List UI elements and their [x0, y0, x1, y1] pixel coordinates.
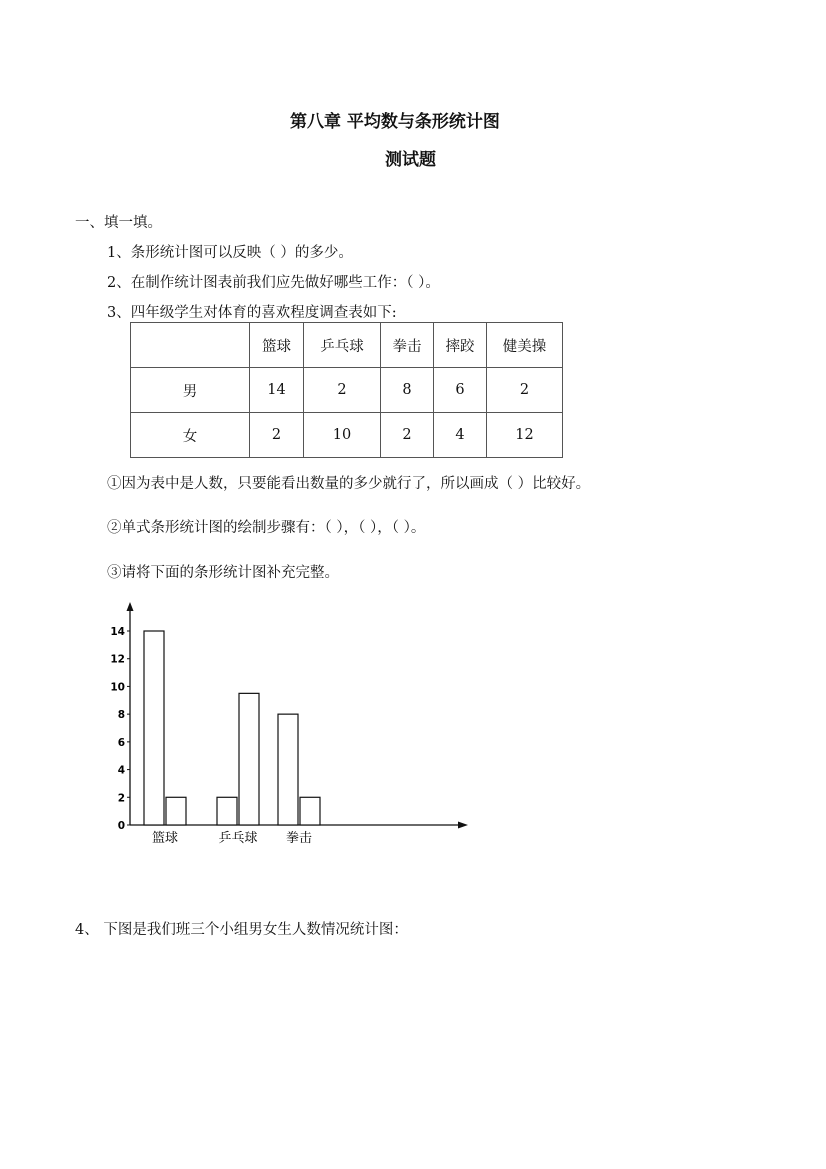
table-cell: 10 — [304, 413, 381, 458]
y-tick-label: 4 — [117, 764, 125, 777]
table-cell: 2 — [250, 413, 304, 458]
table-cell: 4 — [434, 413, 487, 458]
x-category-label: 乒乓球 — [218, 831, 258, 846]
sub-question-1: ①因为表中是人数，只要能看出数量的多少就行了，所以画成（ ）比较好。 — [107, 476, 591, 492]
table-cell: 2 — [487, 368, 563, 413]
table-cell: 14 — [250, 368, 304, 413]
bar-boys — [278, 714, 298, 825]
table-row-label: 女 — [131, 413, 250, 458]
y-tick-label: 12 — [110, 653, 125, 666]
sub-question-3: ③请将下面的条形统计图补充完整。 — [107, 565, 339, 581]
table-cell: 8 — [381, 368, 434, 413]
y-axis-arrow — [127, 602, 134, 611]
table-header-cell — [131, 323, 250, 368]
bar-girls — [239, 693, 259, 825]
x-axis-arrow — [458, 822, 468, 829]
survey-table — [130, 322, 563, 458]
table-header-cell: 拳击 — [381, 323, 434, 368]
y-tick-label: 8 — [117, 709, 125, 722]
question-3: 3、四年级学生对体育的喜欢程度调查表如下: — [107, 305, 397, 321]
table-header-cell: 摔跤 — [434, 323, 487, 368]
table-row-label: 男 — [131, 368, 250, 413]
table-header-cell: 健美操 — [487, 323, 563, 368]
bar-girls — [300, 797, 320, 825]
y-tick-label: 2 — [117, 792, 125, 805]
bar-boys — [144, 631, 164, 825]
table-cell: 6 — [434, 368, 487, 413]
table-header-cell: 篮球 — [250, 323, 304, 368]
question-4: 4、 下图是我们班三个小组男女生人数情况统计图： — [75, 922, 408, 938]
table-row — [131, 368, 563, 413]
bar-boys — [217, 797, 237, 825]
y-tick-label: 14 — [110, 626, 125, 638]
table-header-row — [131, 323, 563, 368]
page-title: 第八章 平均数与条形统计图 — [290, 112, 500, 132]
table-cell: 2 — [381, 413, 434, 458]
sub-question-2: ②单式条形统计图的绘制步骤有：（ ），（ ），（ ）。 — [107, 520, 426, 536]
bar-girls — [166, 797, 186, 825]
question-2: 2、在制作统计图表前我们应先做好哪些工作：（ ）。 — [107, 275, 440, 291]
table-header-cell: 乒乓球 — [304, 323, 381, 368]
question-1: 1、条形统计图可以反映（ ）的多少。 — [107, 245, 353, 261]
bar-chart — [100, 598, 480, 858]
y-tick-label: 6 — [117, 736, 125, 749]
x-category-label: 拳击 — [285, 831, 313, 846]
y-tick-label: 0 — [117, 820, 125, 832]
y-tick-label: 10 — [110, 681, 125, 694]
table-cell: 2 — [304, 368, 381, 413]
x-category-label: 篮球 — [151, 831, 179, 846]
table-cell: 12 — [487, 413, 563, 458]
section-heading: 一、填一填。 — [75, 215, 162, 231]
page-subtitle: 测试题 — [385, 150, 436, 170]
table-row — [131, 413, 563, 458]
